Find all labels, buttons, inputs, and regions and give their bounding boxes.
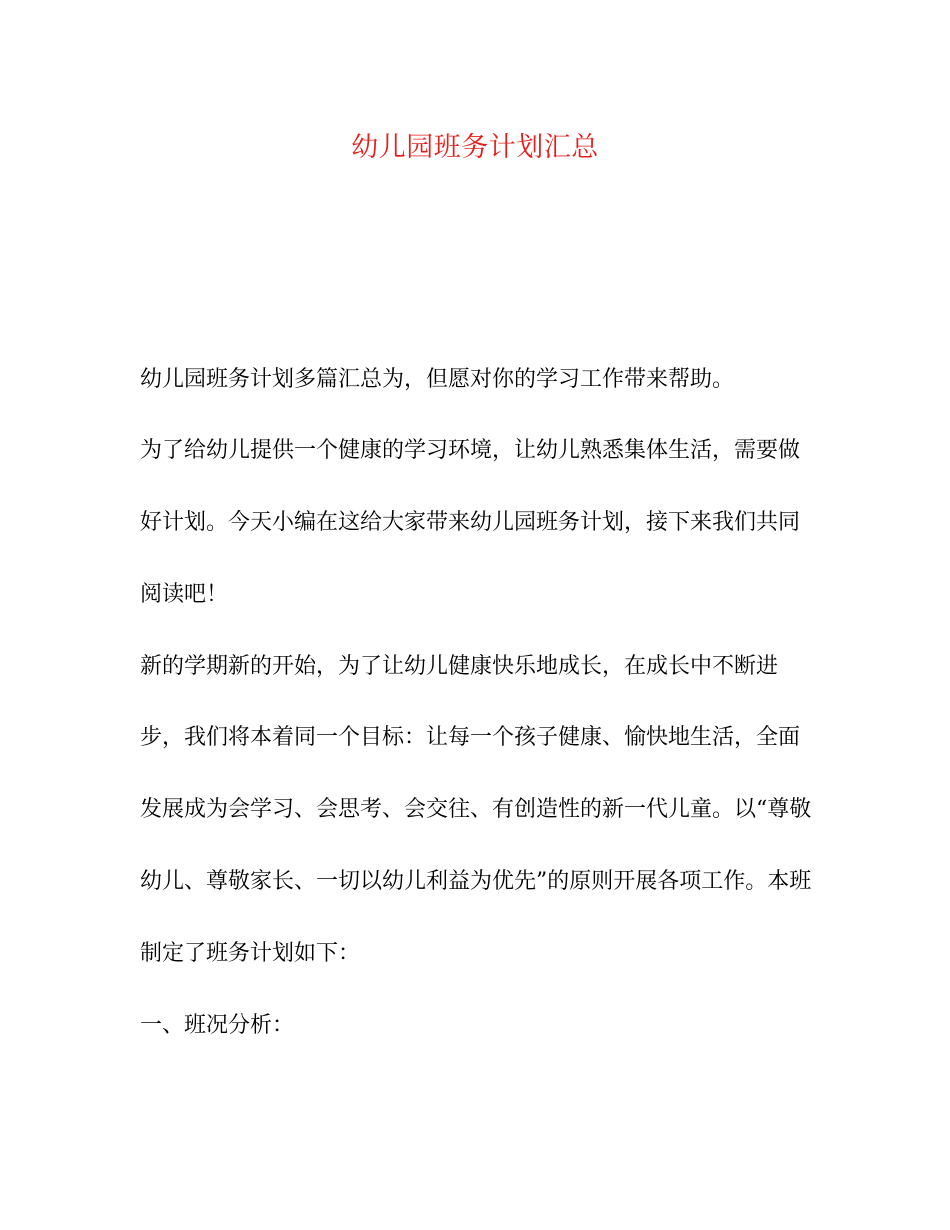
section-heading: 一、班况分析： <box>140 1013 295 1038</box>
body-line: 阅读吧！ <box>140 582 229 607</box>
body-line: 好计划。今天小编在这给大家带来幼儿园班务计划，接下来我们共同 <box>140 510 801 535</box>
body-line: 为了给幼儿提供一个健康的学习环境，让幼儿熟悉集体生活，需要做 <box>140 438 801 463</box>
body-line: 幼儿、尊敬家长、一切以幼儿利益为优先”的原则开展各项工作。本班 <box>140 869 812 894</box>
document-title: 幼儿园班务计划汇总 <box>351 132 599 163</box>
body-line: 制定了班务计划如下： <box>140 941 361 966</box>
body-line: 新的学期新的开始，为了让幼儿健康快乐地成长，在成长中不断进 <box>140 654 779 679</box>
body-line: 幼儿园班务计划多篇汇总为，但愿对你的学习工作带来帮助。 <box>140 367 735 392</box>
body-line: 步，我们将本着同一个目标：让每一个孩子健康、愉快地生活，全面 <box>140 725 801 750</box>
body-line: 发展成为会学习、会思考、会交往、有创造性的新一代儿童。以“尊敬 <box>140 797 812 822</box>
